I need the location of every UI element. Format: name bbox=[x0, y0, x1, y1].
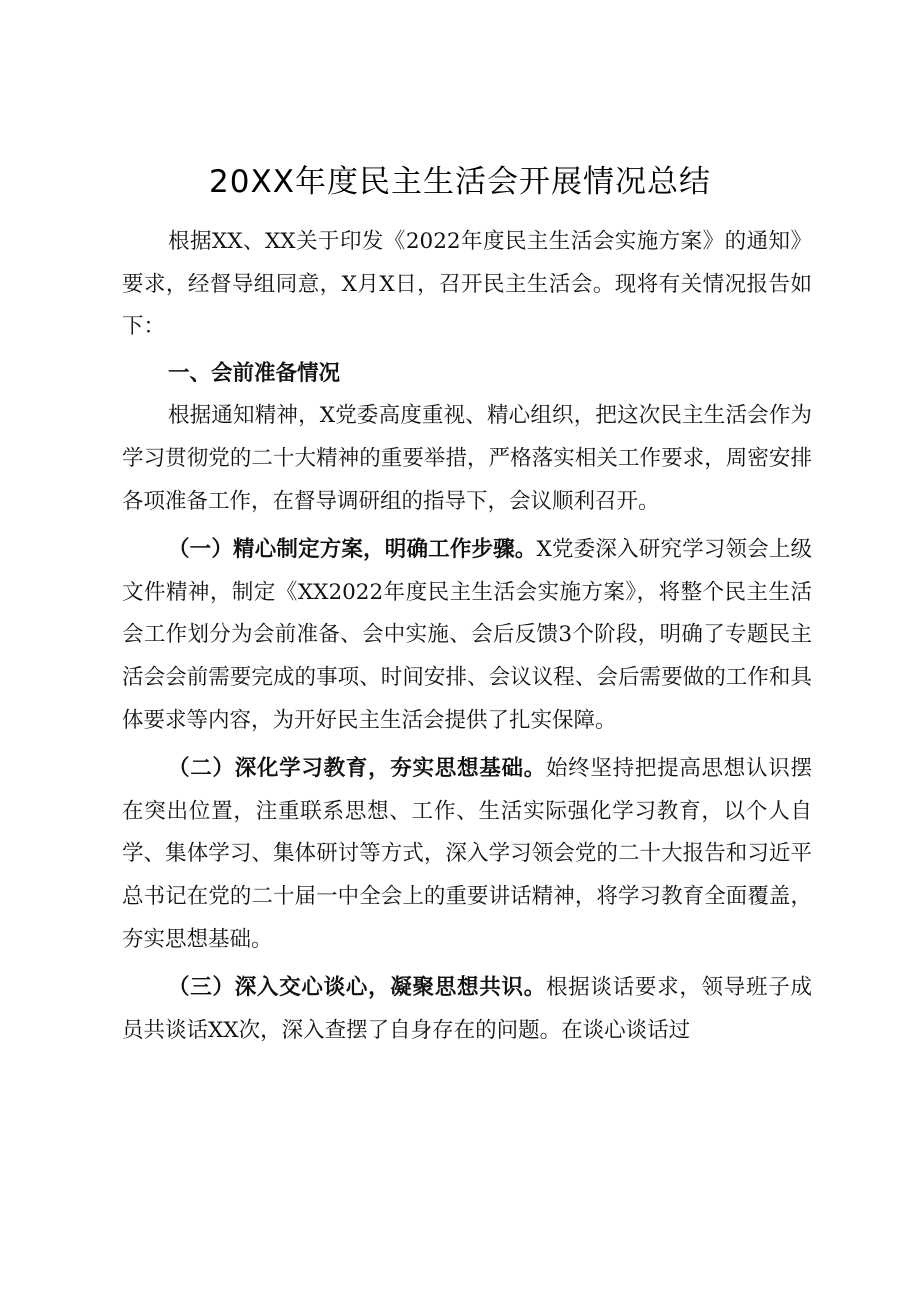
item-lead-2: （二）深化学习教育，夯实思想基础。 bbox=[168, 756, 546, 782]
item-paragraph-1 bbox=[122, 529, 812, 742]
document-body bbox=[122, 221, 812, 1052]
document-title: 20XX年度民主生活会开展情况总结 bbox=[209, 164, 711, 200]
item-text-3: 根据谈话要求，领导班子成员共谈话XX次，深入查摆了自身存在的问题。在谈心谈话过 bbox=[122, 975, 812, 1043]
item-text-2: 始终坚持把提高思想认识摆在突出位置，注重联系思想、工作、生活实际强化学习教育，以个人自学、集体学习、集体研讨等方式，深入学习领会党的二十大报告和习近平总书记在党的二十届一中全会上的重要讲话精神，将学习教育全面覆盖，夯实思想基础。 bbox=[122, 756, 812, 952]
item-paragraph-2 bbox=[122, 748, 812, 961]
item-lead-1: （一）精心制定方案，明确工作步骤。 bbox=[168, 537, 537, 563]
intro-paragraph: 根据XX、XX关于印发《2022年度民主生活会实施方案》的通知》要求，经督导组同意，X月X日，召开民主生活会。现将有关情况报告如下： bbox=[122, 229, 812, 340]
item-text-1: X党委深入研究学习领会上级文件精神，制定《XX2022年度民主生活会实施方案》，将整个民主生活会工作划分为会前准备、会中实施、会后反馈3个阶段，明确了专题民主活会会前需要完成的事项、时间安排、会议议程、会后需要做的工作和具体要求等内容，为开好民主生活会提供了扎实保障。 bbox=[122, 537, 812, 733]
section-paragraph: 根据通知精神，X党委高度重视、精心组织，把这次民主生活会作为学习贯彻党的二十大精神的重要举措，严格落实相关工作要求，周密安排各项准备工作，在督导调研组的指导下，会议顺利召开。 bbox=[122, 403, 812, 514]
item-paragraph-3 bbox=[122, 967, 812, 1052]
item-lead-3: （三）深入交心谈心，凝聚思想共识。 bbox=[168, 975, 546, 1001]
section-heading: 一、会前准备情况 bbox=[168, 360, 341, 386]
